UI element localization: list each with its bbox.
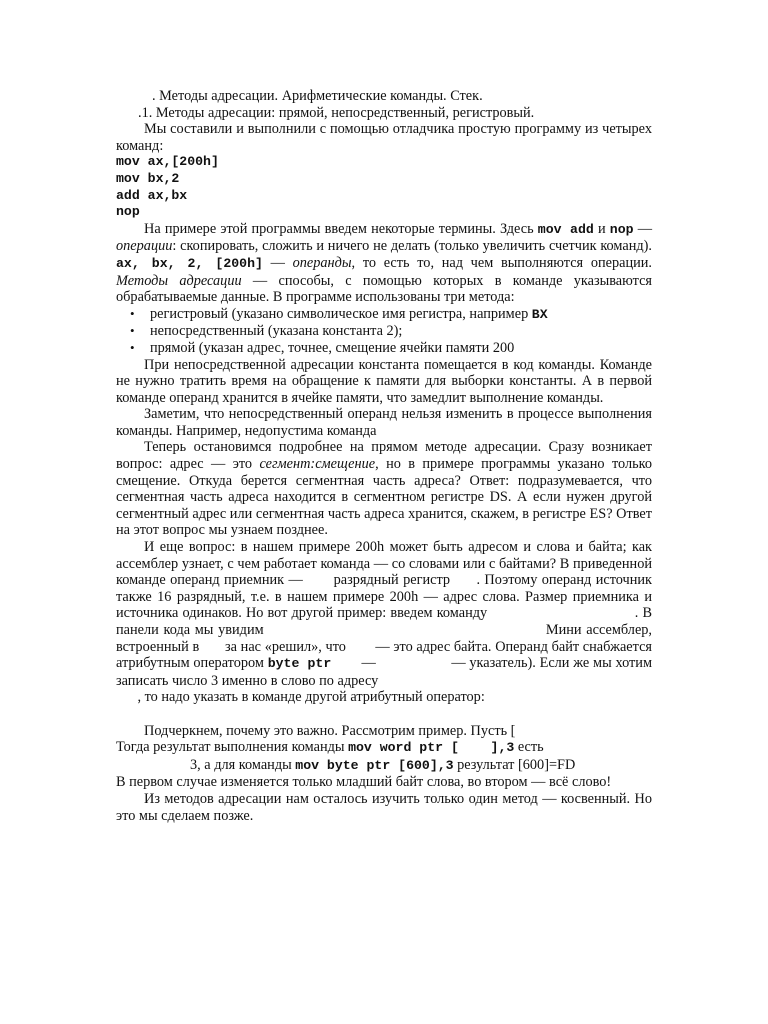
code-block <box>116 154 652 220</box>
text: есть <box>514 739 544 756</box>
inline-code: mov add <box>537 221 594 237</box>
text: И еще вопрос: в нашем примере 200h может быть адресом и слова и байта; как ассемблер узнает, с чем работает команда — со словами или с байтами? В приведенной команде операнд приемник — разрядный регистр . Поэтому операнд источник также 16 разрядный, т.е. в нашем примере 200h — адрес слова. Размер приемника и источника одинаков. Но вот другой пример: введем команду <box>116 539 656 622</box>
methods-list <box>116 306 652 357</box>
text: , но в примере программы указано только смещение. Откуда берется сегментная часть адреса? Ответ: подразумевается, что сегментная часть адреса находится в сегментном регистре DS. А если нужен другой сегментный адрес или сегментная часть адреса хранится, скажем, в регистре ES? Ответ на этот вопрос мы узнаем позднее. <box>116 456 652 539</box>
inline-code: mov word ptr [ ],3 <box>348 740 515 756</box>
operand-size-paragraph <box>116 539 656 706</box>
direct-addressing-paragraph <box>116 439 652 539</box>
blank-line <box>116 706 652 723</box>
text: регистровый (указано символическое имя регистра, например <box>150 305 532 322</box>
text: — способы, с помощью которых в команде указываются обрабатываемые данные. В программе использованы три метода: <box>116 272 652 306</box>
text: На примере этой программы введем некоторые термины. Здесь <box>144 220 538 237</box>
document-page <box>116 88 656 824</box>
inline-code: mov byte ptr [600],3 <box>295 757 454 773</box>
text: ассемблер, встроенный в за нас «решил», что — это адрес байта. Операнд байт снабжается атрибутным оператором <box>116 622 656 672</box>
immutable-paragraph: Заметим, что непосредственный операнд нельзя изменить в процессе выполнения команды. Например, недопустима команда <box>116 406 652 439</box>
example-line <box>116 757 652 775</box>
text: и <box>593 220 610 237</box>
heading-line-1: . Методы адресации. Арифметические команды. Стек. <box>152 88 483 104</box>
inline-code: BX <box>531 306 548 322</box>
final-paragraph: Из методов адресации нам осталось изучить только один метод — косвенный. Но это мы сделаем позже. <box>116 790 652 824</box>
text: — <box>633 220 652 237</box>
text: . В панели кода мы увидим <box>116 605 656 638</box>
italic-term: Методы адресации <box>116 272 242 289</box>
inline-code: nop <box>609 221 634 237</box>
inline-code: ax, bx, 2, [200h] <box>116 255 263 271</box>
list-item: • непосредственный (указана константа 2); <box>150 323 652 340</box>
italic-term: операнды <box>292 254 352 271</box>
terms-paragraph <box>116 221 652 306</box>
code-line: add ax,bx <box>116 187 188 203</box>
example-line <box>116 739 652 757</box>
example-paragraph: Подчеркнем, почему это важно. Рассмотрим пример. Пусть [ <box>144 722 516 739</box>
code-line: nop <box>116 204 140 220</box>
inline-code: byte ptr <box>267 656 332 672</box>
text: , то есть то, над чем выполняются операции. <box>351 254 652 271</box>
list-item <box>150 306 652 324</box>
italic-term: сегмент:смещение <box>259 456 376 473</box>
list-item: • прямой (указан адрес, точнее, смещение ячейки памяти 200 <box>150 340 652 357</box>
heading-line-2: .1. Методы адресации: прямой, непосредственный, регистровый. <box>138 104 535 121</box>
immediate-paragraph: При непосредственной адресации константа помещается в код команды. Команде не нужно тратить время на обращение к памяти для выборки константы. А в первой команде операнд хранится в ячейке памяти, что замедлит выполнение команды. <box>116 356 652 406</box>
code-line: mov bx,2 <box>116 170 180 186</box>
text: — — указатель). Если же мы хотим записать число 3 именно в слово по адресу <box>116 655 656 689</box>
text: 3, а для команды <box>190 756 296 773</box>
text: , то надо указать в команде другой атрибутный оператор: <box>137 689 485 706</box>
code-line: mov ax,[200h] <box>116 154 219 170</box>
intro-paragraph: Мы составили и выполнили с помощью отладчика простую программу из четырех команд: <box>116 121 652 154</box>
text: результат [600]=FD <box>453 756 576 773</box>
example-conclusion: В первом случае изменяется только младший байт слова, во втором — всё слово! <box>116 774 612 791</box>
text: Тогда результат выполнения команды <box>116 739 349 756</box>
text: Мини <box>545 622 582 638</box>
italic-term: операции <box>116 238 173 255</box>
text: — <box>262 254 293 271</box>
text: : скопировать, сложить и ничего не делать (только увеличить счетчик команд). <box>172 238 652 255</box>
text: Теперь остановимся подробнее на прямом методе адресации. Сразу возникает вопрос: адрес — это <box>116 439 652 473</box>
